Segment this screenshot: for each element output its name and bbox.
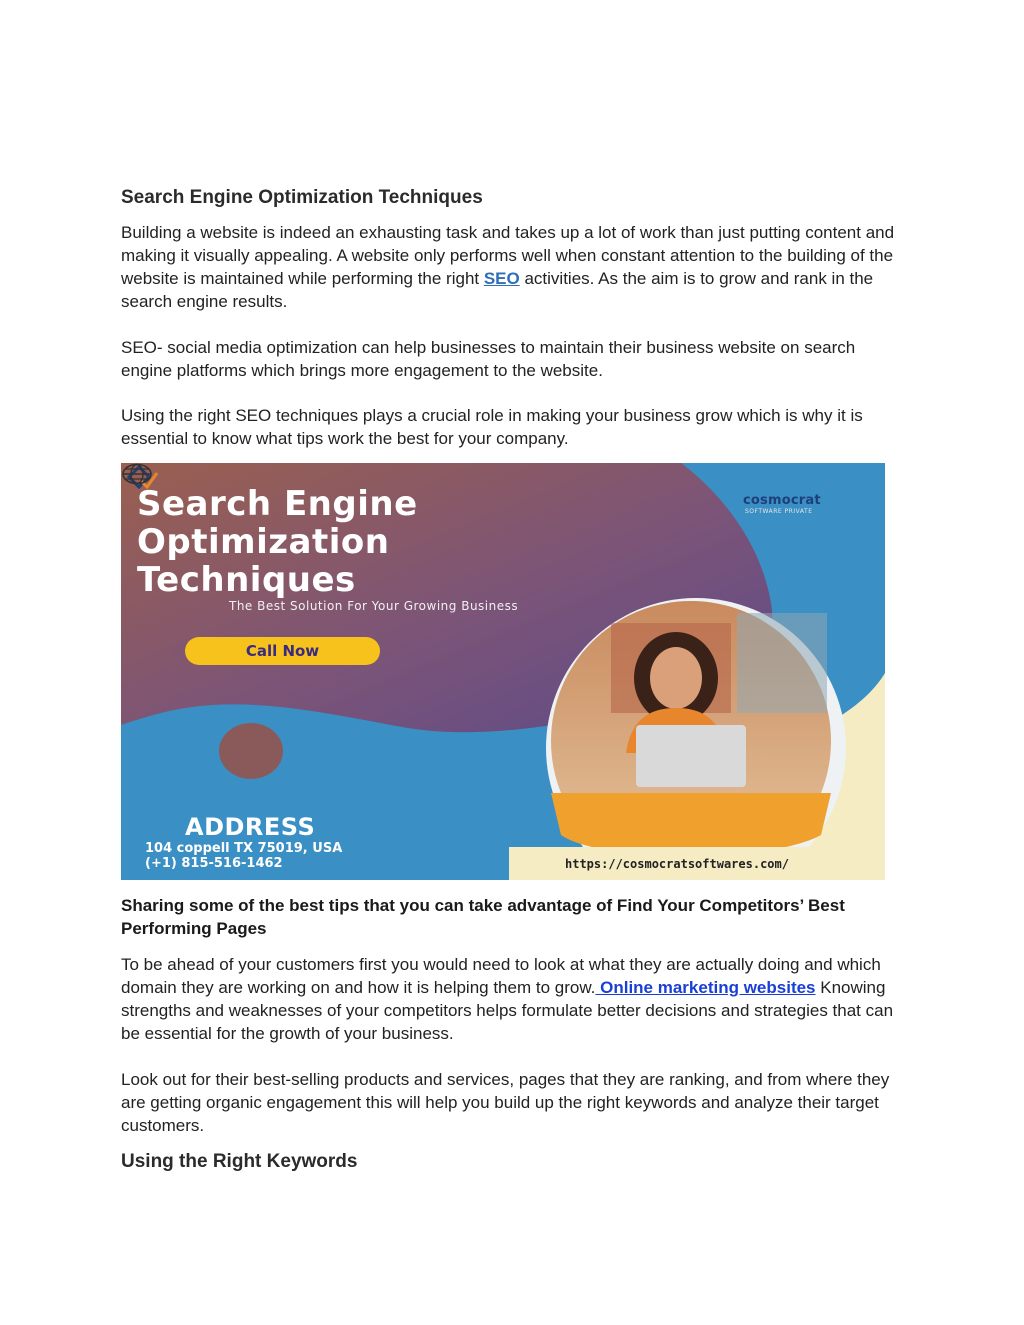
keywords-heading: Using the Right Keywords bbox=[121, 1151, 358, 1172]
small-blob bbox=[219, 723, 283, 779]
best-selling-paragraph: Look out for their best-selling products and services, pages that they are ranking, and from where they are getting organic engagement this will help you build up the right keywords and analyze their target customers. bbox=[121, 1070, 890, 1135]
banner-title-line-3: Techniques bbox=[137, 560, 356, 600]
online-marketing-websites-link[interactable]: Online marketing websites bbox=[595, 978, 816, 997]
intro-text-start: Building a website is indeed an exhausting task and takes up a lot of work than just putting content and making it visually appealing. A website only performs well when constant attention to the building of the website is maintained while performing the right bbox=[121, 223, 895, 288]
article-title: Search Engine Optimization Techniques bbox=[121, 187, 483, 208]
call-now-button[interactable]: Call Now bbox=[185, 637, 380, 665]
address-line-1: 104 coppell TX 75019, USA bbox=[145, 841, 343, 856]
competitors-paragraph bbox=[121, 953, 901, 1045]
banner-subtitle: The Best Solution For Your Growing Business bbox=[229, 599, 519, 613]
intro-text-end: activities. As the aim is to grow and rank in the search engine results. bbox=[121, 269, 874, 311]
cosmocrat-logo-text: cosmocrat bbox=[743, 493, 821, 508]
seo-definition-paragraph: SEO- social media optimization can help businesses to maintain their business website on search engine platforms which brings more engagement to the website. bbox=[121, 338, 856, 380]
address-heading: ADDRESS bbox=[185, 813, 316, 841]
woman-face bbox=[650, 647, 702, 709]
address-phone: (+1) 815-516-1462 bbox=[145, 856, 283, 871]
seo-banner-image bbox=[121, 463, 885, 880]
banner-title-line-2: Optimization bbox=[137, 522, 390, 562]
banner-title bbox=[137, 485, 567, 599]
section-heading: Sharing some of the best tips that you can take advantage of Find Your Competitors’ Best Performing Pages bbox=[121, 896, 845, 938]
laptop bbox=[636, 725, 746, 787]
globe-icon bbox=[121, 463, 153, 485]
competitors-text-end: Knowing strengths and weaknesses of your competitors helps formulate better decisions and strategies that can be essential for the growth of your business. bbox=[121, 978, 894, 1043]
seo-link[interactable]: SEO bbox=[483, 269, 520, 288]
intro-paragraph bbox=[121, 221, 901, 313]
banner-title-line-1: Search Engine bbox=[137, 484, 418, 524]
cosmocrat-logo-tagline: SOFTWARE PRIVATE bbox=[745, 508, 813, 515]
banner-website-url: https://cosmocratsoftwares.com/ bbox=[565, 857, 789, 871]
competitors-text-start: To be ahead of your customers first you would need to look at what they are actually doing and which domain they are working on and how it is helping them to grow. bbox=[121, 955, 881, 997]
techniques-paragraph: Using the right SEO techniques plays a crucial role in making your business grow which is why it is essential to know what tips work the best for your company. bbox=[121, 406, 863, 448]
